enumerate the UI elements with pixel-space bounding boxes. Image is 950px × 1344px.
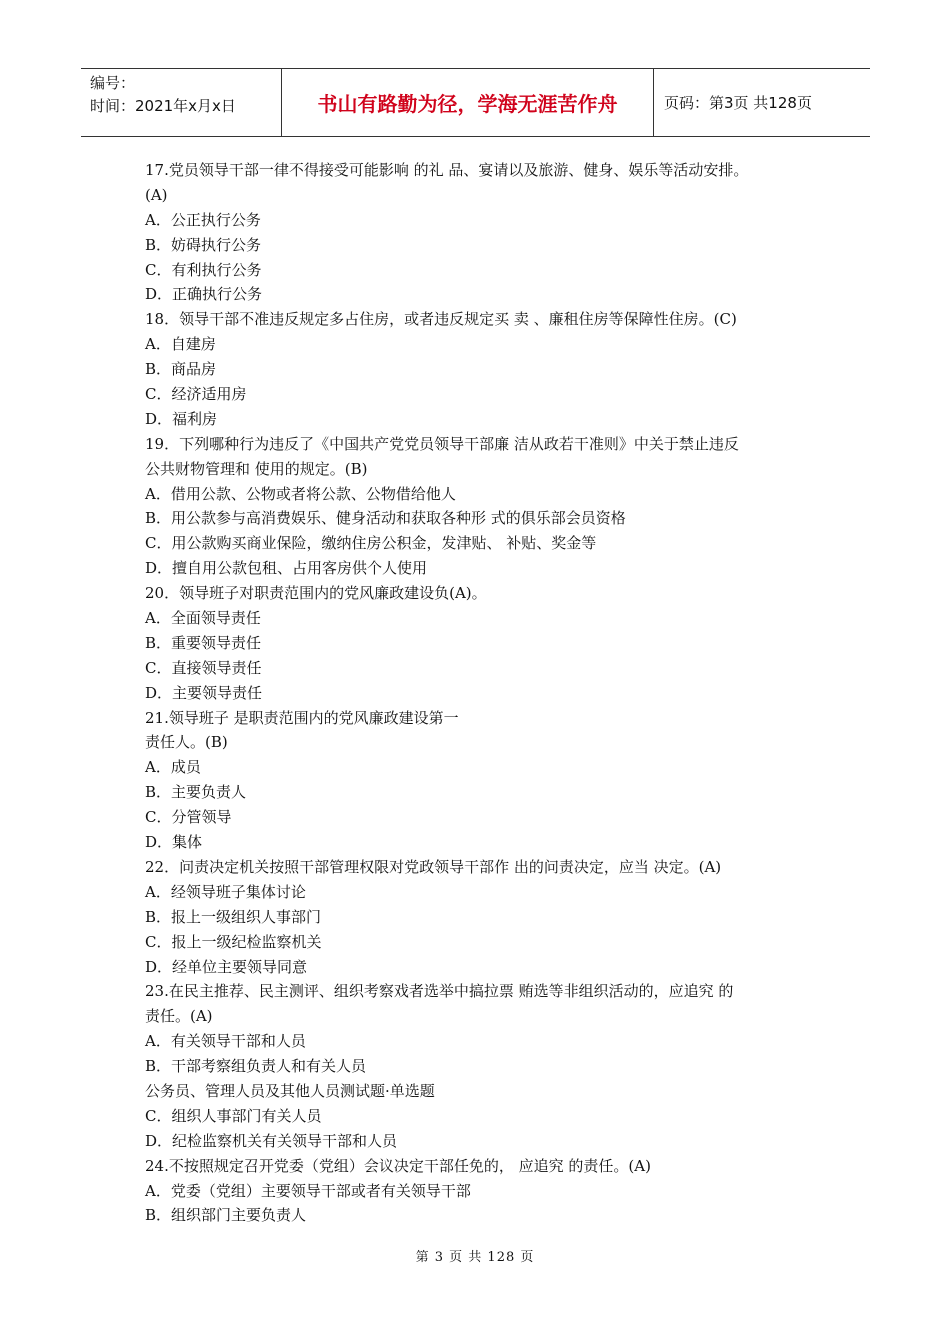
text-line: C．报上一级纪检监察机关 [145,932,322,951]
text-line: 20．领导班子对职责范围内的党风廉政建设负(A)。 [145,584,487,603]
text-line: 18．领导干部不准违反规定多占住房，或者违反规定买 卖 、廉租住房等保障性住房。(C) [145,310,737,329]
text-line: D．正确执行公务 [145,285,263,304]
text-line: D．主要领导责任 [145,683,263,702]
page-footer: 第 3 页 共 128 页 [415,1250,535,1265]
text-line: D．集体 [145,833,203,852]
text-line: 21.领导班子 是职责范围内的党风廉政建设第一 [145,708,459,727]
header-page-info [654,69,870,136]
text-line: B．用公款参与高消费娱乐、健身活动和获取各种形 式的俱乐部会员资格 [145,509,626,528]
text-line: B．商品房 [145,360,217,379]
text-line: C．直接领导责任 [145,658,262,677]
text-line: A．自建房 [145,335,216,354]
page-header [81,68,870,137]
text-line: B．组织部门主要负责人 [145,1206,307,1225]
text-line: 24.不按照规定召开党委（党组）会议决定干部任免的， 应追究 的责任。(A) [145,1156,651,1175]
text-line: D．擅自用公款包租、占用客房供个人使用 [145,559,428,578]
text-line: 17.党员领导干部一律不得接受可能影响 的礼 品、宴请以及旅游、健身、娱乐等活动安排。 [145,161,749,179]
text-line: A．借用公款、公物或者将公款、公物借给他人 [145,484,456,503]
text-line: 责任人。(B) [145,733,228,752]
document-number: 编号： [90,74,136,92]
text-line: 23.在民主推荐、民主测评、组织考察戏者选举中搞拉票 贿选等非组织活动的，应追究 的 [145,982,734,1001]
text-line: B．主要负责人 [145,783,247,802]
text-line: 公务员、管理人员及其他人员测试题·单选题 [145,1081,435,1100]
text-line: C．分管领导 [145,808,232,827]
text-line: D．纪检监察机关有关领导干部和人员 [145,1131,398,1150]
text-line: (A) [145,185,168,204]
text-line: A．党委（党组）主要领导干部或者有关领导干部 [145,1181,471,1200]
text-line: B．妨碍执行公务 [145,235,262,254]
text-line: A．经领导班子集体讨论 [145,882,306,901]
page-number-label: 页码：第3页 共128页 [664,94,812,112]
document-date: 时间：2021年x月x日 [90,97,236,115]
text-line: A．成员 [145,758,201,777]
motto-text: 书山有路勤为径，学海无涯苦作舟 [317,92,618,116]
text-line: C．有利执行公务 [145,260,262,279]
text-line: A．有关领导干部和人员 [145,1032,306,1051]
text-line: B．干部考察组负责人和有关人员 [145,1057,367,1076]
text-line: C．用公款购买商业保险，缴纳住房公积金，发津贴、 补贴、奖金等 [145,534,597,553]
text-line: 19．下列哪种行为违反了《中国共产党党员领导干部廉 洁从政若干准则》中关于禁止违反 [145,434,739,453]
question-list [145,158,825,1228]
header-motto [282,69,654,136]
text-line: A．全面领导责任 [145,609,261,628]
text-line: D．经单位主要领导同意 [145,957,308,976]
text-line: B．报上一级组织人事部门 [145,907,322,926]
text-line: D．福利房 [145,409,218,428]
text-line: 公共财物管理和 使用的规定。(B) [145,459,368,478]
header-meta [81,69,282,136]
text-line: 22．问责决定机关按照干部管理权限对党政领导干部作 出的问责决定，应当 决定。(A) [145,857,722,876]
text-line: C．组织人事部门有关人员 [145,1106,322,1125]
text-line: B．重要领导责任 [145,633,262,652]
text-line: 责任。(A) [145,1007,213,1026]
text-line: A．公正执行公务 [145,210,261,229]
text-line: C．经济适用房 [145,385,247,404]
